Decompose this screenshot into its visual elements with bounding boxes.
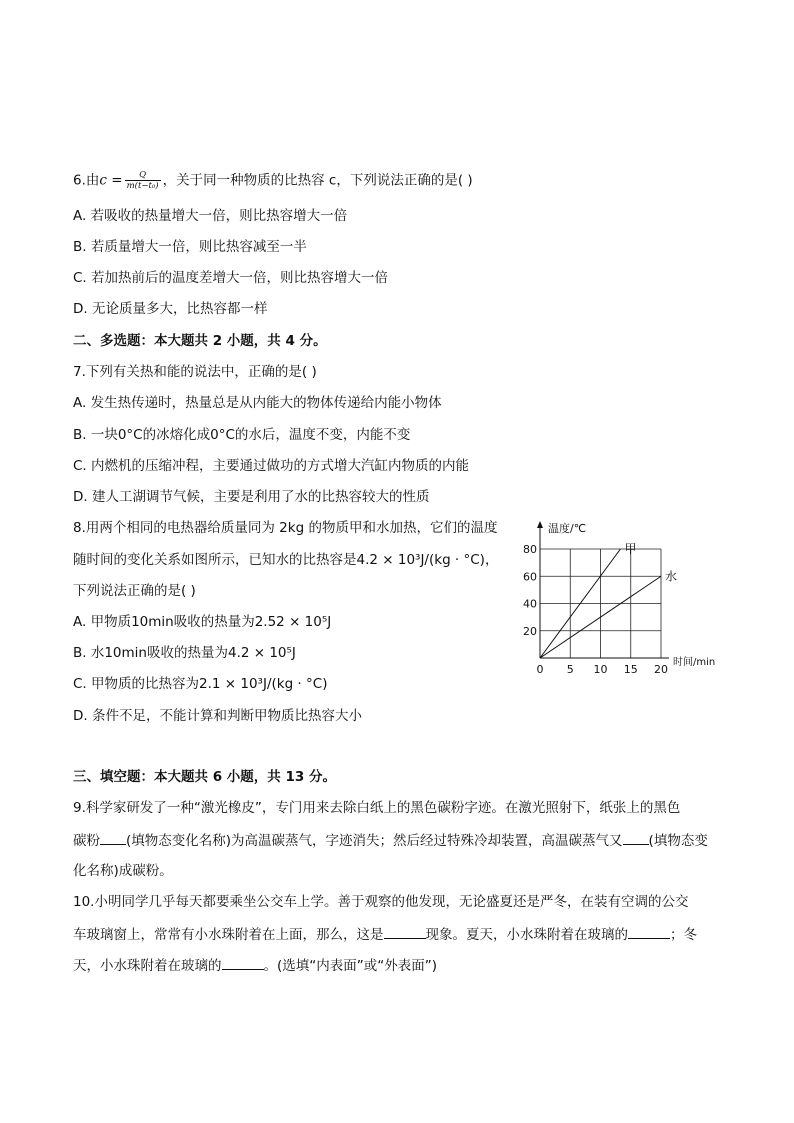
- q7-option-c: C. 内燃机的压缩冲程，主要通过做功的方式增大汽缸内物质的内能: [73, 458, 470, 474]
- q7-stem: 7.下列有关热和能的说法中，正确的是( ): [73, 364, 317, 380]
- q6-formula-fraction: [125, 170, 161, 191]
- q8-option-a: A. 甲物质10min吸收的热量为2.52 × 10⁵J: [73, 614, 332, 630]
- y-tick-label-0: 20: [523, 624, 537, 638]
- x-tick-label-0: 0: [536, 663, 544, 675]
- q7-option-a: A. 发生热传递时，热量总是从内能大的物体传递给内能小物体: [73, 395, 442, 411]
- chart-axes: [537, 521, 669, 658]
- y-axis-arrow: [537, 521, 543, 528]
- q7-option-b: B. 一块0°C的冰熔化成0°C的水后，温度不变，内能不变: [73, 427, 411, 443]
- q7-option-d: D. 建人工湖调节气候，主要是利用了水的比热容较大的性质: [73, 489, 430, 505]
- q10-blank-2[interactable]: [628, 924, 670, 939]
- series-label-1: 水: [665, 569, 678, 584]
- q6-formula-numerator: Q: [125, 170, 161, 181]
- q8-option-b: B. 水10min吸收的热量为4.2 × 10⁵J: [73, 645, 296, 661]
- q10-line1: 10.小明同学几乎每天都要乘坐公交车上学。善于观察的他发现，无论盛夏还是严冬，在装有空调的公交: [73, 894, 689, 910]
- q6-option-b: B. 若质量增大一倍，则比热容减至一半: [73, 239, 307, 255]
- q10-blank-1[interactable]: [384, 924, 426, 939]
- q9-blank-1[interactable]: [100, 830, 126, 845]
- y-axis-label: 温度/℃: [548, 522, 587, 535]
- q9-line2: [73, 830, 708, 851]
- section3-heading: 三、填空题：本大题共 6 小题，共 13 分。: [73, 769, 336, 785]
- q10-line3-part2: 。(选填“内表面”或“外表面”): [263, 958, 438, 974]
- q6-option-c: C. 若加热前后的温度差增大一倍，则比热容增大一倍: [73, 270, 389, 286]
- q6-formula-denominator: m(t−t₀): [126, 181, 159, 191]
- q8-stem-line2: 随时间的变化关系如图所示，已知水的比热容是4.2 × 10³J/(kg · °C)，: [73, 552, 499, 568]
- q8-stem-line1: 8.用两个相同的电热器给质量同为 2kg 的物质甲和水加热，它们的温度: [73, 520, 498, 536]
- x-tick-label-3: 15: [623, 663, 638, 675]
- q8-stem-line3: 下列说法正确的是( ): [73, 583, 196, 599]
- q10-line2-part1: 车玻璃窗上，常常有小水珠附着在上面，那么，这是: [73, 927, 384, 943]
- q10-line2-part2: 现象。夏天，小水珠附着在玻璃的: [425, 927, 628, 943]
- x-axis-label: 时间/min: [673, 657, 716, 668]
- q10-line3-part1: 天，小水珠附着在玻璃的: [73, 958, 222, 974]
- y-tick-label-2: 60: [523, 570, 537, 584]
- chart-grid: [540, 549, 661, 658]
- y-tick-label-3: 80: [523, 543, 537, 556]
- q9-line2-part3: (填物态变: [648, 833, 708, 849]
- temperature-time-chart: [515, 515, 730, 675]
- q6-stem: [73, 170, 473, 191]
- x-tick-label-2: 10: [593, 663, 608, 675]
- q9-line2-part1: 碳粉: [73, 833, 100, 849]
- series-label-0: 甲: [624, 542, 637, 556]
- q8-option-c: C. 甲物质的比热容为2.1 × 10³J/(kg · °C): [73, 676, 328, 692]
- q9-line2-part2: (填物态变化名称)为高温碳蒸气，字迹消失；然后经过特殊冷却装置，高温碳蒸气又: [126, 833, 623, 849]
- chart-labels: [523, 521, 715, 675]
- q6-suffix: ，关于同一种物质的比热容 c，下列说法正确的是( ): [162, 172, 473, 189]
- section2-heading: 二、多选题：本大题共 2 小题，共 4 分。: [73, 333, 327, 349]
- q8-option-d: D. 条件不足，不能计算和判断甲物质比热容大小: [73, 708, 362, 724]
- q6-prefix: 6.由: [73, 172, 100, 189]
- q10-line2-part3: ；冬: [670, 927, 697, 943]
- q9-line3: 化名称)成碳粉。: [73, 863, 173, 879]
- q6-option-a: A. 若吸收的热量增大一倍，则比热容增大一倍: [73, 208, 348, 224]
- q10-line2: [73, 924, 697, 945]
- q9-line1: 9.科学家研发了一种“激光橡皮”，专门用来去除白纸上的黑色碳粉字迹。在激光照射下，纸张上的黑色: [73, 800, 681, 816]
- q6-formula-lhs: c =: [99, 172, 123, 189]
- q10-line3: [73, 955, 437, 976]
- q10-blank-3[interactable]: [222, 955, 264, 970]
- q6-option-d: D. 无论质量多大，比热容都一样: [73, 301, 268, 317]
- y-tick-label-1: 40: [523, 597, 537, 611]
- x-tick-label-1: 5: [566, 663, 574, 675]
- q9-blank-2[interactable]: [623, 830, 649, 845]
- x-tick-label-4: 20: [654, 663, 668, 675]
